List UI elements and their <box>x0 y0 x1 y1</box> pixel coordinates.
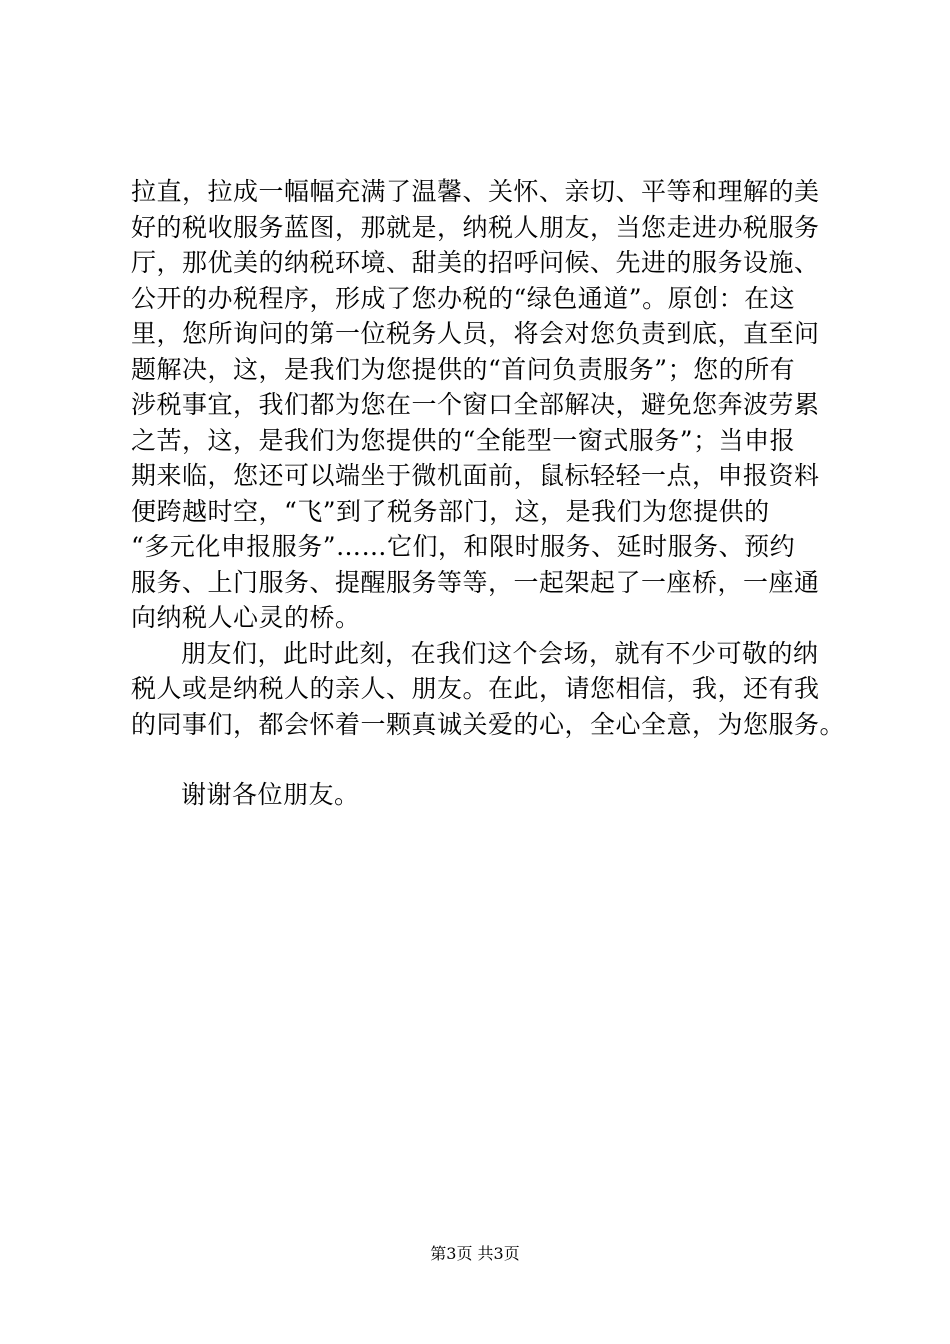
paragraph-line: 之苦，这，是我们为您提供的“全能型一窗式服务”；当申报 <box>131 425 796 455</box>
paragraph-line: 谢谢各位朋友。 <box>181 780 360 809</box>
paragraph-line: 厅，那优美的纳税环境、甜美的招呼问候、先进的服务设施、 <box>131 248 820 277</box>
paragraph-spacer <box>131 742 851 777</box>
paragraph-line: 题解决，这，是我们为您提供的“首问负责服务”；您的所有 <box>131 354 796 384</box>
paragraph-line: 服务、上门服务、提醒服务等等，一起架起了一座桥，一座通 <box>131 567 820 597</box>
paragraph-line: 涉税事宜，我们都为您在一个窗口全部解决，避免您奔波劳累 <box>131 390 820 419</box>
paragraph-line: 向纳税人心灵的桥。 <box>131 603 361 632</box>
paragraph-line: 的同事们，都会怀着一颗真诚关爱的心，全心全意，为您服务。 <box>131 709 846 739</box>
paragraph-line: 公开的办税程序，形成了您办税的“绿色通道”。原创：在这 <box>131 283 796 313</box>
paragraph-line: 税人或是纳税人的亲人、朋友。在此，请您相信，我，还有我 <box>131 674 820 703</box>
paragraph-line: 拉直，拉成一幅幅充满了温馨、关怀、亲切、平等和理解的美 <box>131 177 820 206</box>
paragraph-line: 便跨越时空，“飞”到了税务部门，这，是我们为您提供的 <box>131 496 770 526</box>
paragraph-line: 期来临，您还可以端坐于微机面前，鼠标轻轻一点，申报资料 <box>131 461 820 490</box>
paragraph-1 <box>131 174 851 636</box>
paragraph-line: 里，您所询问的第一位税务人员，将会对您负责到底，直至问 <box>131 319 820 348</box>
page-footer: 第3页 共3页 <box>430 1244 520 1263</box>
document-body <box>131 174 851 813</box>
paragraph-3 <box>131 777 851 813</box>
paragraph-line: “多元化申报服务”……它们，和限时服务、延时服务、预约 <box>131 532 796 561</box>
paragraph-2 <box>131 636 851 743</box>
paragraph-line: 好的税收服务蓝图，那就是，纳税人朋友，当您走进办税服务 <box>131 212 820 242</box>
paragraph-line: 朋友们，此时此刻，在我们这个会场，就有不少可敬的纳 <box>181 638 819 668</box>
